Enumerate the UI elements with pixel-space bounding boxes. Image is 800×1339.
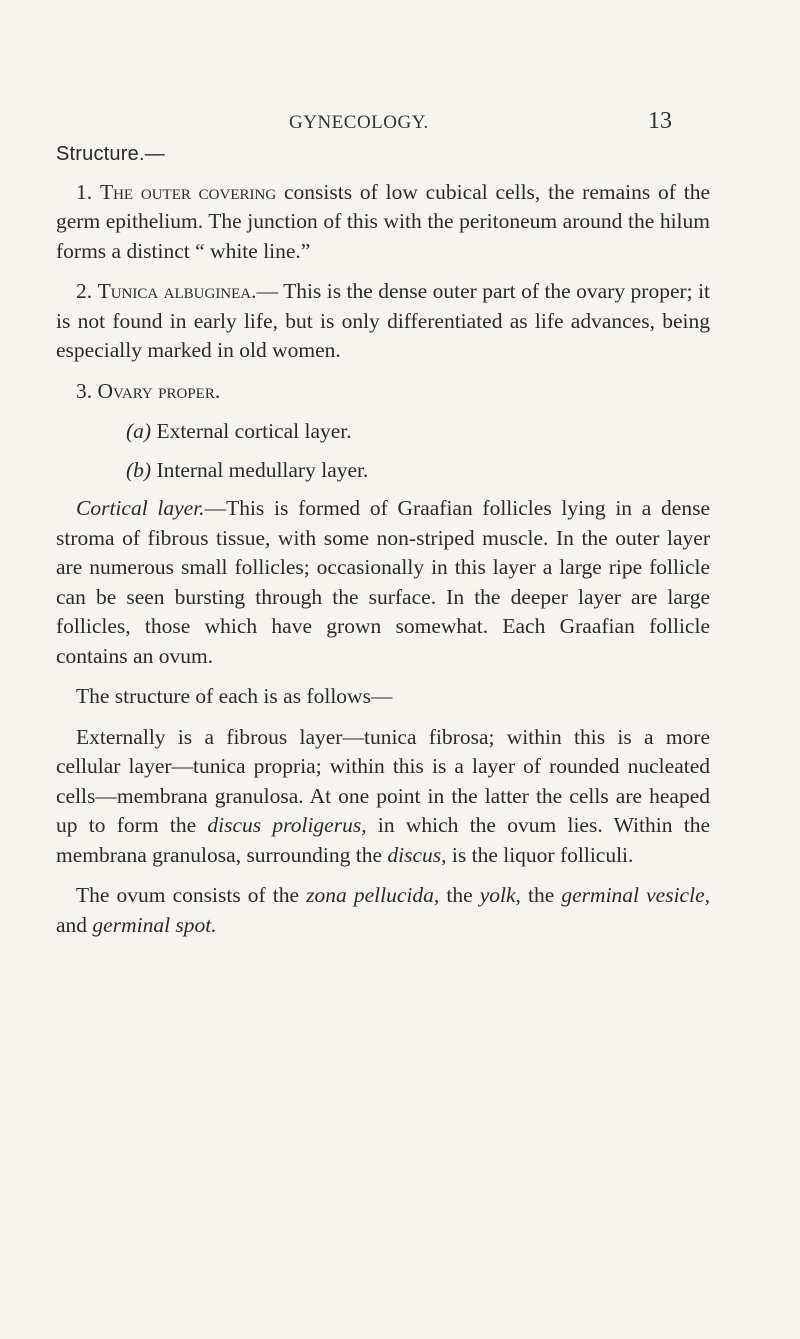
paragraph-tunica-albuginea bbox=[56, 277, 710, 366]
term-tunica-albuginea: Tunica albuginea. bbox=[97, 279, 257, 303]
term-germinal-spot: germinal spot. bbox=[92, 912, 217, 937]
item-number: 2. bbox=[76, 279, 93, 303]
term-cortical-layer: Cortical layer. bbox=[76, 496, 205, 520]
paragraph-text: — This is the dense outer part of the ovary proper; it is not found in early life, but is only differentiated as life advances, being especially marked in old women. bbox=[56, 279, 711, 362]
item-number: 1. bbox=[76, 179, 93, 204]
running-title: GYNECOLOGY. bbox=[289, 112, 429, 133]
subitem-letter: (b) bbox=[126, 457, 152, 482]
paragraph-ovum bbox=[56, 881, 710, 940]
paragraph-structure-intro: The structure of each is as follows— bbox=[76, 684, 393, 708]
paragraph-text: the bbox=[439, 883, 480, 907]
item-number: 3. bbox=[76, 378, 93, 403]
paragraph-text: The ovum consists of the bbox=[76, 883, 307, 907]
paragraph-text: the bbox=[520, 883, 562, 907]
paragraph-cortical-layer bbox=[56, 494, 710, 671]
subitem-text: External cortical layer. bbox=[156, 419, 352, 443]
term-discus-proligerus: discus proligerus, bbox=[207, 813, 367, 837]
paragraph-ovary-proper bbox=[56, 377, 710, 407]
paragraph-text: consists of low cubical cells, the remains of the germ epithelium. The junction of this with the peritoneum around the hilum forms a distinct “ white line.” bbox=[56, 179, 711, 263]
term-outer-covering: The outer covering bbox=[99, 179, 277, 204]
paragraph-text: in which the ovum lies. Within the membrana granulosa, surrounding the bbox=[56, 813, 710, 867]
subitem-a bbox=[56, 417, 710, 447]
paragraph-externally bbox=[56, 723, 710, 871]
term-yolk: yolk, bbox=[479, 883, 521, 907]
paragraph-text: and bbox=[56, 912, 93, 937]
subitem-b bbox=[56, 456, 710, 486]
page-body bbox=[56, 140, 710, 951]
paragraph-text: Externally is a fibrous layer—tunica fibrosa; within this is a more cellular layer—tunica propria; within this is a layer of rounded nucleated cells—membrana granulosa. At one point in the latter the cells are heaped up to form the bbox=[56, 724, 710, 837]
subitem-letter: (a) bbox=[126, 419, 152, 443]
term-zona-pellucida: zona pellucida, bbox=[306, 883, 440, 907]
subitem-text: Internal medullary layer. bbox=[156, 457, 369, 482]
paragraph-outer-covering bbox=[56, 178, 710, 267]
term-germinal-vesicle: germinal vesicle, bbox=[561, 883, 710, 907]
term-discus: discus, bbox=[387, 842, 447, 867]
paragraph-text: —This is formed of Graafian follicles lying in a dense stroma of fibrous tissue, with some non-striped muscle. In the outer layer are numerous small follicles; occasionally in this layer a large ripe follicle can be seen bursting through the surface. In the deeper layer are large follicles, those which have grown somewhat. Each Graafian follicle contains an ovum. bbox=[56, 496, 710, 668]
term-ovary-proper: Ovary proper. bbox=[97, 378, 221, 403]
section-heading: Structure.— bbox=[56, 143, 165, 165]
page-number: 13 bbox=[648, 108, 672, 134]
paragraph-text: is the liquor folliculi. bbox=[446, 842, 634, 867]
